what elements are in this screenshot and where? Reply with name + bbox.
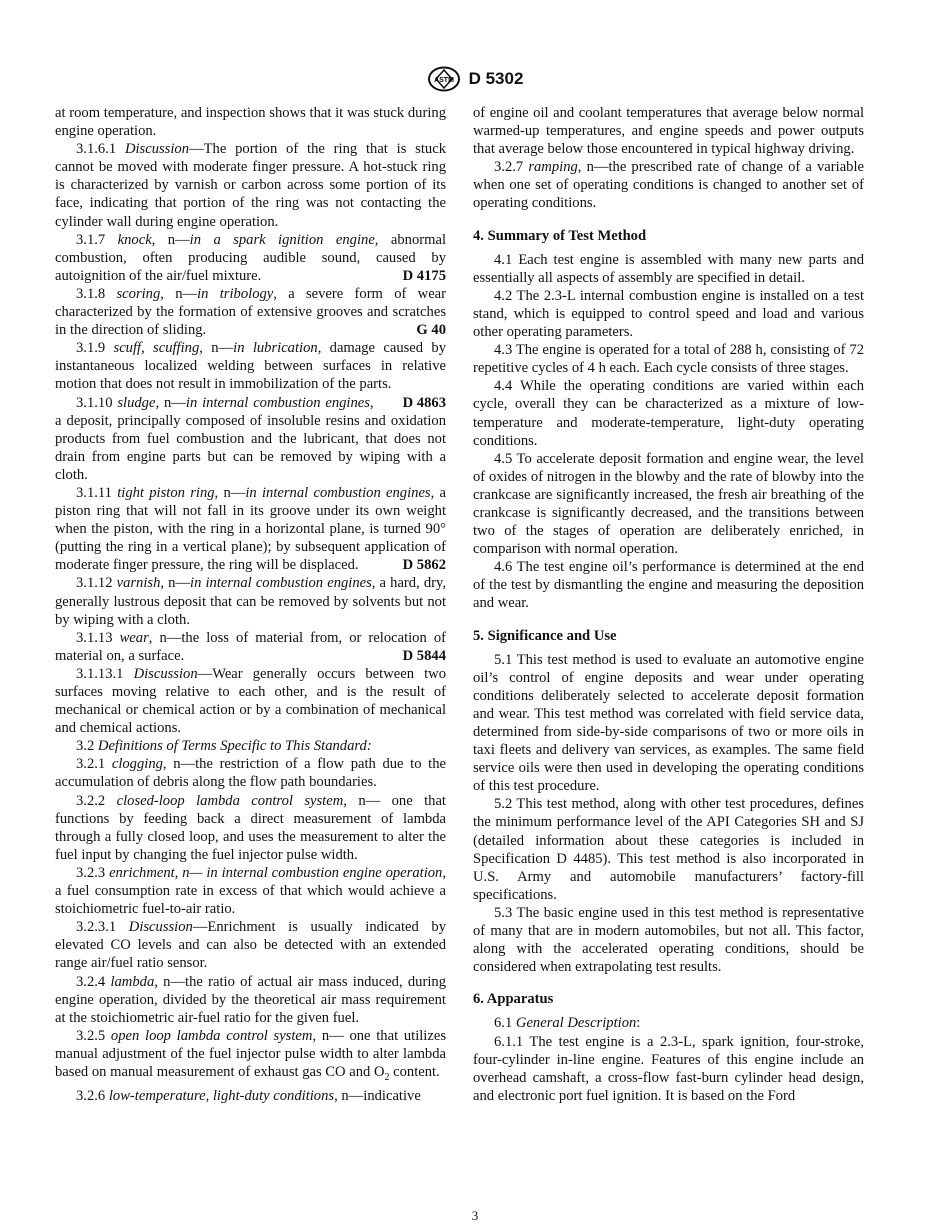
paragraph: 3.2.3.1 Discussion—Enrichment is usually indicated by elevated CO levels and can also be detected with an extended range air/fuel ratio sensor. bbox=[55, 919, 446, 972]
paragraph: 6.1.1 The test engine is a 2.3-L, spark ignition, four-stroke, four-cylinder in-line engine. Features of this engine include an overhead camshaft, a cross-flow fast-burn cylinder head design, and electronic port fuel ignition. It is based on the Ford bbox=[473, 1033, 864, 1104]
astm-logo-icon bbox=[427, 66, 461, 92]
page-header bbox=[0, 66, 950, 92]
reference-code: D 4863 bbox=[402, 394, 446, 411]
paragraph: 4.3 The engine is operated for a total of 288 h, consisting of 72 repetitive cycles of 4 h each. Each cycle consists of three stages. bbox=[473, 342, 864, 377]
paragraph: of engine oil and coolant temperatures that average below normal warmed-up temperatures, and engine speeds and power outputs that average below those encountered in typical highway driving. bbox=[473, 105, 864, 158]
paragraph: 5.1 This test method is used to evaluate an automotive engine oil’s control of engine deposits and wear under operating conditions deliberately selected to accelerate deposit formation and wear. This test method was correlated with field service data, determined from side-by-side comparisons of two or more oils in taxi fleets and delivery van services, as examples. The same field service oils were then used in developing the operating conditions of this test procedure. bbox=[473, 651, 864, 795]
paragraph: 4.6 The test engine oil’s performance is determined at the end of the test by dismantling the engine and measuring the deposition and wear. bbox=[473, 559, 864, 612]
definition-clogging: 3.2.1 clogging, n—the restriction of a flow path due to the accumulation of debris along the flow path boundaries. bbox=[55, 756, 446, 791]
definition-ramping: 3.2.7 ramping, n—the prescribed rate of change of a variable when one set of operating conditions is changed to another set of operating conditions. bbox=[473, 159, 864, 212]
definition-enrichment: 3.2.3 enrichment, n— in internal combustion engine operation, a fuel consumption rate in excess of that which would achieve a stoichiometric fuel-to-air ratio. bbox=[55, 864, 446, 918]
right-column bbox=[473, 104, 864, 1105]
paragraph: 3.1.6.1 Discussion—The portion of the ring that is stuck cannot be moved with moderate finger pressure. A hot-stuck ring is characterized by varnish or carbon across some portion of its face, indicating that portion of the ring was not contacting the cylinder wall during engine operation. bbox=[55, 141, 446, 230]
reference-code: D 5844 bbox=[402, 647, 446, 664]
section-heading: 5. Significance and Use bbox=[473, 627, 617, 644]
definition-tight-piston-ring: 3.1.11 tight piston ring, n—in internal combustion engines, a piston ring that will not fall in its groove under its own weight when the piston, with the ring in a horizontal plane, is turned 90° (putting the ring in a vertical plane); by subsequent application of moderate finger pressure, the ring will be displaced. D 5862 bbox=[55, 484, 447, 574]
paragraph: 3.1.13.1 Discussion—Wear generally occurs between two surfaces moving relative to each other, and is the result of mechanical or chemical action or by a combination of mechanical and chemical actions. bbox=[55, 665, 446, 737]
definition-low-temperature: 3.2.6 low-temperature, light-duty conditions, n—indicative bbox=[76, 1087, 421, 1104]
designation-code: D 5302 bbox=[468, 69, 524, 88]
svg-text:ASTM: ASTM bbox=[433, 77, 454, 84]
left-column bbox=[55, 104, 446, 1105]
subsection-heading: 6.1 General Description: bbox=[494, 1015, 641, 1032]
reference-code: G 40 bbox=[416, 322, 446, 339]
definition-open-loop: 3.2.5 open loop lambda control system, n— one that utilizes manual adjustment of the fuel injector pulse width to alter lambda based on manual measurement of exhaust gas CO and $O_2$ content. bbox=[55, 1027, 446, 1083]
reference-code: D 4175 bbox=[402, 267, 446, 284]
reference-code: D 5862 bbox=[402, 557, 446, 574]
paragraph: 4.4 While the operating conditions are varied within each cycle, overall they can be characterized as a mixture of low-temperature and moderate-temperature, light-duty operating conditions. bbox=[473, 378, 864, 449]
definition-scuff: 3.1.9 scuff, scuffing, n—in lubrication, damage caused by instantaneous localized welding between surfaces in relative motion that does not result in immobilization of the parts. D 4863 bbox=[55, 340, 446, 411]
definition-knock: 3.1.7 knock, n—in a spark ignition engine, abnormal combustion, often producing audible sound, caused by autoignition of the air/fuel mixture. D 4175 bbox=[55, 231, 446, 284]
paragraph: 4.5 To accelerate deposit formation and engine wear, the level of oxides of nitrogen in the blowby and the rate of blowby into the crankcase are significantly increased, the fresh air breathing of the crankcase is significantly decreased, and the transitions between two of the stages of operation are deliberately enriched, in comparison with normal operation. bbox=[473, 450, 864, 558]
definition-wear: 3.1.13 wear, n—the loss of material from, or relocation of material on, a surface. D 5844 bbox=[55, 629, 447, 664]
paragraph: 5.2 This test method, along with other test procedures, defines the minimum performance level of the API Categories SH and SJ (detailed information about these categories is included in Specification D 4485). This test method is also incorporated in U.S. Army and automobile manufacturers’ factory-fill specifications. bbox=[473, 796, 864, 903]
definition-closed-loop: 3.2.2 closed-loop lambda control system, n— one that functions by feeding back a direct measurement of lambda through a fully closed loop, and uses the measurement to alter the fuel input by changing the fuel injector pulse width. bbox=[55, 792, 446, 863]
paragraph: at room temperature, and inspection shows that it was stuck during engine operation. bbox=[55, 105, 446, 140]
paragraph: 4.1 Each test engine is assembled with many new parts and essentially all aspects of assembly are specified in detail. bbox=[473, 251, 864, 286]
subsection-heading: 3.2 Definitions of Terms Specific to This Standard: bbox=[76, 738, 372, 755]
section-heading: 4. Summary of Test Method bbox=[473, 227, 647, 244]
definition-sludge: 3.1.10 sludge, n—in internal combustion engines, a deposit, principally composed of insoluble resins and oxidation products from fuel combustion and the lubricant, that does not drain from engine parts but can be removed by wiping with a cloth. bbox=[55, 394, 446, 483]
section-heading: 6. Apparatus bbox=[473, 991, 554, 1008]
paragraph: 4.2 The 2.3-L internal combustion engine is installed on a test stand, which is equipped to control speed and load and various other operating parameters. bbox=[473, 287, 864, 341]
paragraph: 5.3 The basic engine used in this test method is representative of many that are in modern automobiles, but not all. This factor, along with the accelerated operating conditions, should be considered when extrapolating test results. bbox=[473, 904, 864, 976]
definition-varnish: 3.1.12 varnish, n—in internal combustion engines, a hard, dry, generally lustrous deposit that can be removed by solvents but not by wiping with a cloth. bbox=[55, 575, 446, 628]
page-number: 3 bbox=[471, 1208, 479, 1223]
definition-scoring: 3.1.8 scoring, n—in tribology, a severe form of wear characterized by the formation of extensive grooves and scratches in the direction of sliding. G 40 bbox=[55, 285, 447, 339]
definition-lambda: 3.2.4 lambda, n—the ratio of actual air mass induced, during engine operation, divided by the theoretical air mass requirement at the stoichiometric air-fuel ratio for the given fuel. bbox=[55, 973, 446, 1026]
